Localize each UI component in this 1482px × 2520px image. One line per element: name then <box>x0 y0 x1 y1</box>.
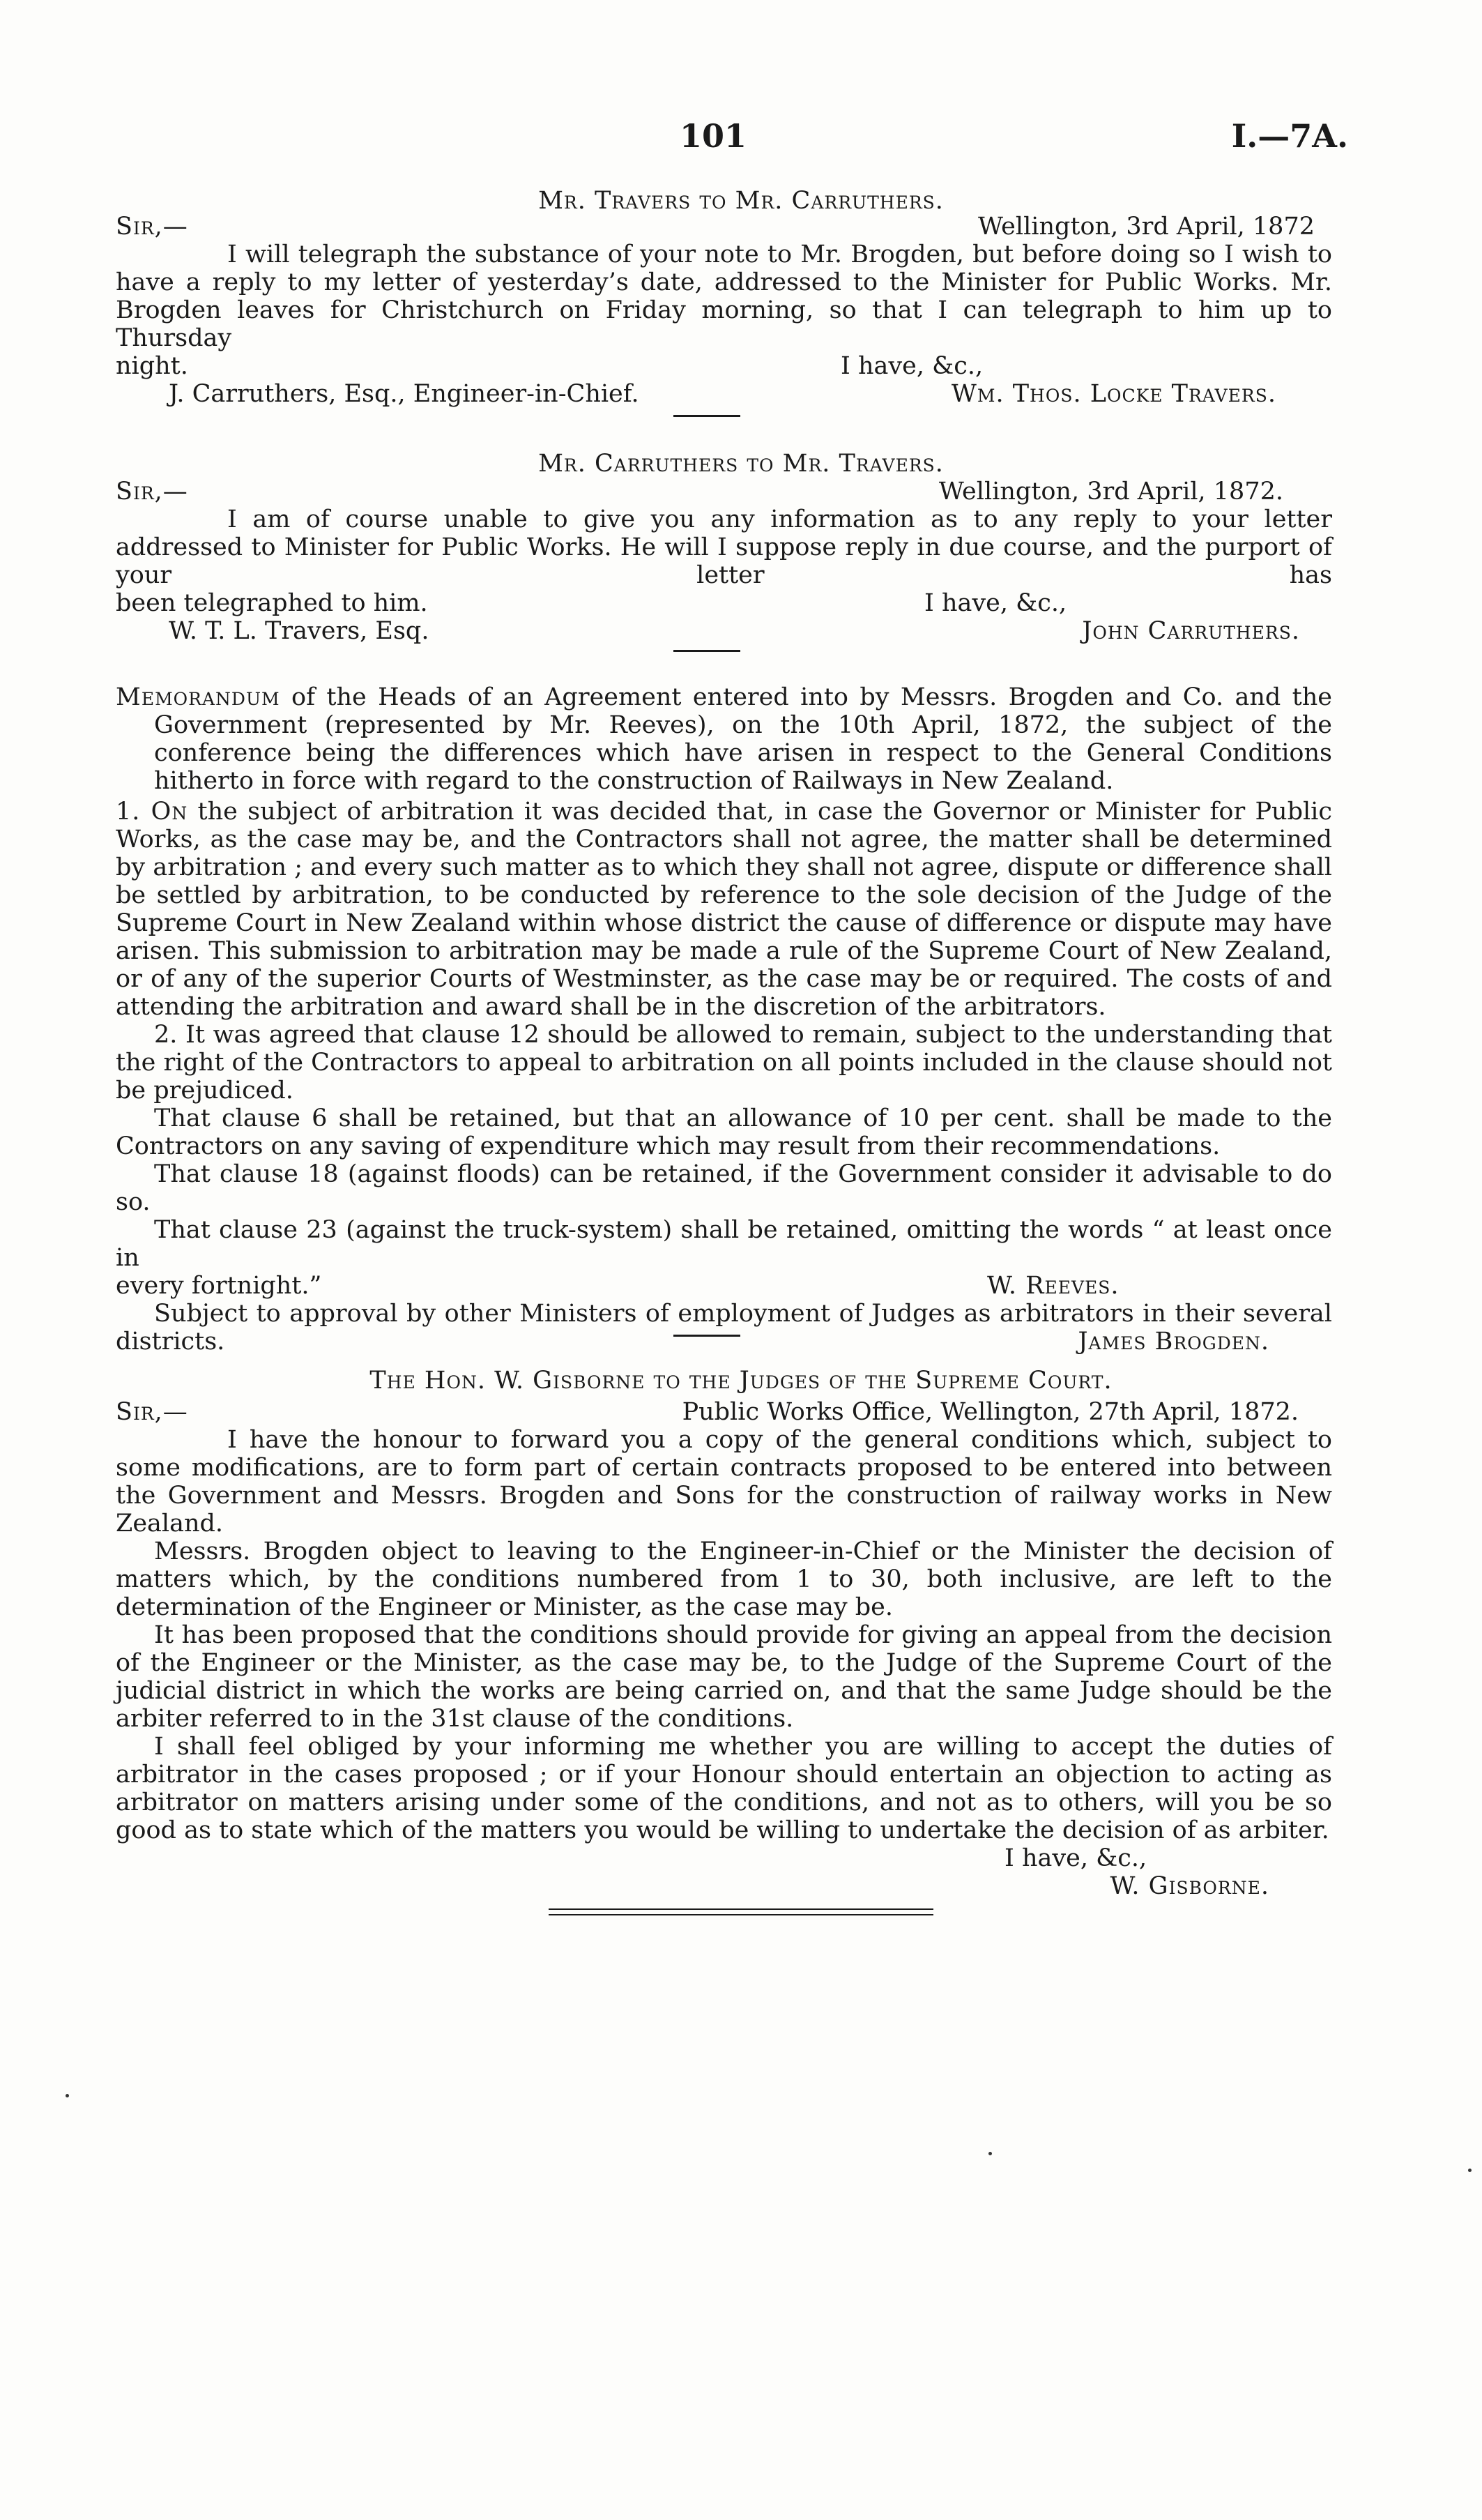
memorandum-item-2: 2. It was agreed that clause 12 should be allowed to remain, subject to the understanding that the right of the Contractors to appeal to arbitration on all points included in the clause should not be prejudiced. <box>116 1021 1332 1105</box>
memorandum-item1-text: the subject of arbitration it was decided that, in case the Governor or Minister for Public Works, as the case may be, and the Contractors shall not agree, the matter shall be determined by arbitration ; and every such matter as to which they shall not agree, dispute or difference shall be settled by arbitration, to be conducted by reference to the sole decision of the Judge of the Supreme Court in New Zealand within whose district the cause of difference or dispute may have arisen. This submission to arbitration may be made a rule of the Supreme Court of New Zealand, or of any of the superior Courts of Westminster, as the case may be or required. The costs of and attending the arbitration and award shall be in the discretion of the arbitrators. <box>116 798 1332 1021</box>
memorandum-item-5: That clause 23 (against the truck-system) shall be retained, omitting the words “ at least once in <box>116 1216 1332 1272</box>
scan-speck <box>66 2094 69 2097</box>
letter1-title: Mr. Travers to Mr. Carruthers. <box>538 187 944 215</box>
letter2-signature: John Carruthers. <box>1082 617 1300 645</box>
letter1-signature: Wm. Thos. Locke Travers. <box>951 380 1276 408</box>
separator-rule <box>673 415 740 417</box>
letter2-place-date: Wellington, 3rd April, 1872. <box>938 478 1283 506</box>
letter1-body-end: night. <box>116 352 188 380</box>
document-reference: I.—7A. <box>1231 117 1348 155</box>
memorandum-signature-brogden: James Brogden. <box>1078 1328 1269 1356</box>
letter3-salutation: Sir,— <box>116 1398 188 1426</box>
letter1-body: I will telegraph the substance of your note to Mr. Brogden, but before doing so I wish to have a reply to my letter of yesterday’s date, addressed to the Minister for Public Works. Mr. Brogden leaves for Christchurch on Friday morning, so that I can telegraph to him up to Thursday <box>116 241 1332 352</box>
letter3-paragraph-3: It has been proposed that the conditions should provide for giving an appeal from the decision of the Engineer or the Minister, as the case may be, to the Judge of the Supreme Court of the judicial district in which the works are being carried on, and that the same Judge should be the arbiter referred to in the 31st clause of the conditions. <box>116 1621 1332 1733</box>
letter3-paragraph-2: Messrs. Brogden object to leaving to the Engineer-in-Chief or the Minister the decision of matters which, by the conditions numbered from 1 to 30, both inclusive, are left to the determination of the Engineer or Minister, as the case may be. <box>116 1538 1332 1621</box>
memorandum-item-4: That clause 18 (against floods) can be retained, if the Government consider it advisable to do so. <box>116 1160 1332 1216</box>
memorandum-item1-num: 1. On <box>116 798 188 826</box>
letter2-addressee: W. T. L. Travers, Esq. <box>169 617 429 645</box>
letter3-paragraph-4: I shall feel obliged by your informing me whether you are willing to accept the duties of arbitrator in the cases proposed ; or if your Honour should entertain an objection to acting as arbitrator on matters arising under some of the conditions, and not as to others, will you be so good as to state which of the matters you would be willing to undertake the decision of as arbiter. <box>116 1733 1332 1844</box>
letter1-salutation: Sir,— <box>116 213 188 241</box>
memorandum-item-1 <box>116 798 1332 1021</box>
memorandum-signature-reeves: W. Reeves. <box>987 1272 1120 1300</box>
letter2-closing: I have, &c., <box>924 589 1067 617</box>
letter3-title: The Hon. W. Gisborne to the Judges of the Supreme Court. <box>369 1367 1113 1395</box>
letter1-place-date: Wellington, 3rd April, 1872 <box>978 213 1315 241</box>
memorandum-intro <box>116 683 1332 795</box>
letter1-addressee: J. Carruthers, Esq., Engineer-in-Chief. <box>169 380 639 408</box>
scan-speck <box>1468 2169 1472 2172</box>
letter3-place-date: Public Works Office, Wellington, 27th April, 1872. <box>682 1398 1299 1426</box>
letter2-body: I am of course unable to give you any information as to any reply to your letter addressed to Minister for Public Works. He will I suppose reply in due course, and the purport of your letter has <box>116 506 1332 589</box>
memorandum-intro-text: of the Heads of an Agreement entered into by Messrs. Brogden and Co. and the Government (represented by Mr. Reeves), on the 10th April, 1872, the subject of the conference being the differences which have arisen in respect to the General Conditions hitherto in force with regard to the construction of Railways in New Zealand. <box>154 683 1332 795</box>
memorandum-item-3: That clause 6 shall be retained, but that an allowance of 10 per cent. shall be made to the Contractors on any saving of expenditure which may result from their recommendations. <box>116 1105 1332 1160</box>
scan-speck <box>988 2152 992 2155</box>
letter2 <box>116 478 1332 645</box>
letter3-signature: W. Gisborne. <box>1110 1872 1269 1900</box>
letter1-closing: I have, &c., <box>841 352 984 380</box>
letter2-body-end: been telegraphed to him. <box>116 589 428 617</box>
memorandum-lead: Memorandum <box>116 683 280 711</box>
letter2-title: Mr. Carruthers to Mr. Travers. <box>538 450 944 478</box>
letter3 <box>116 1398 1332 1900</box>
letter1 <box>116 213 1332 408</box>
memorandum-item5-end: every fortnight.” <box>116 1272 322 1300</box>
memorandum <box>116 683 1332 1356</box>
letter3-closing: I have, &c., <box>1004 1844 1147 1872</box>
letter3-paragraph-1: I have the honour to forward you a copy of the general conditions which, subject to some modifications, are to form part of certain contracts proposed to be entered into between the Government and Messrs. Brogden and Sons for the construction of railway works in New Zealand. <box>116 1426 1332 1538</box>
end-rule-top <box>549 1908 933 1910</box>
separator-rule <box>673 650 740 652</box>
memorandum-item-6: Subject to approval by other Ministers of employment of Judges as arbitrators in their several <box>154 1300 1332 1328</box>
letter2-salutation: Sir,— <box>116 478 188 506</box>
memorandum-item6-end: districts. <box>116 1328 225 1356</box>
page-number: 101 <box>680 117 747 155</box>
end-rule-bottom <box>549 1914 933 1915</box>
separator-rule <box>673 1335 740 1337</box>
